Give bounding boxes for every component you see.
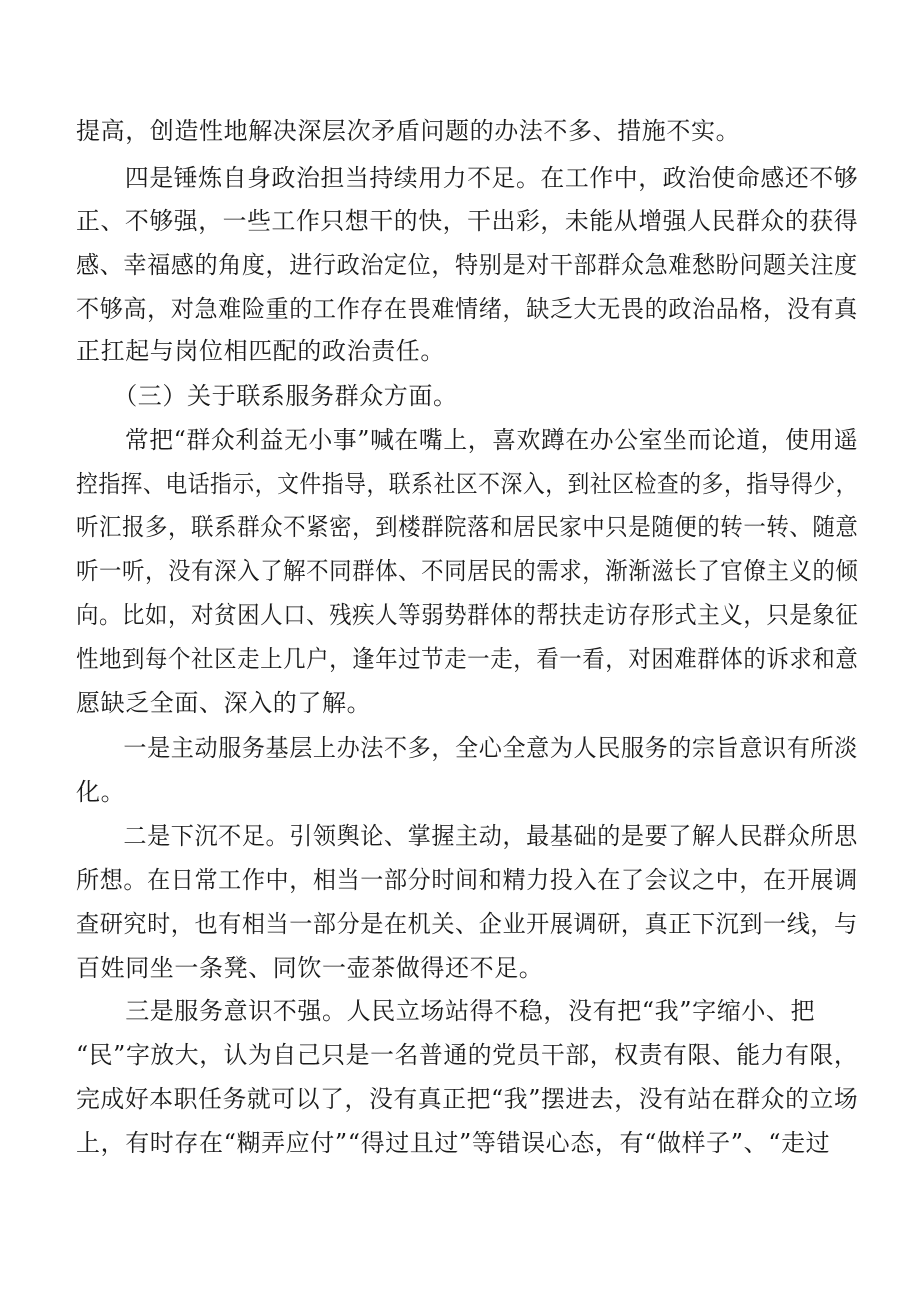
text-line: 完成好本职任务就可以了，没有真正把“我”摆进去，没有站在群众的立场 <box>76 1085 859 1113</box>
text-line: 听一听，没有深入了解不同群体、不同居民的需求，渐渐滋长了官僚主义的倾 <box>76 557 859 585</box>
text-line: 查研究时，也有相当一部分是在机关、企业开展调研，真正下沉到一线，与 <box>76 910 858 938</box>
text-line: 听汇报多，联系群众不紧密，到楼群院落和居民家中只是随便的转一转、随意 <box>76 513 859 541</box>
text-line: 四是锤炼自身政治担当持续用力不足。在工作中，政治使命感还不够 <box>76 164 859 192</box>
text-line: 愿缺乏全面、深入的了解。 <box>76 689 372 717</box>
text-line: 控指挥、电话指示，文件指导，联系社区不深入，到社区检查的多，指导得少， <box>76 470 858 498</box>
section-heading: （三）关于联系服务群众方面。 <box>76 382 458 410</box>
text-line: 常把“群众利益无小事”喊在嘴上，喜欢蹲在办公室坐而论道，使用遥 <box>76 426 859 454</box>
text-line: 性地到每个社区走上几户，逢年过节走一走，看一看，对困难群体的诉求和意 <box>76 645 859 673</box>
text-line: 向。比如，对贫困人口、残疾人等弱势群体的帮扶走访存形式主义，只是象征 <box>76 601 859 629</box>
text-line: 一是主动服务基层上办法不多，全心全意为人民服务的宗旨意识有所淡 <box>76 734 858 762</box>
text-line: 化。 <box>76 778 126 806</box>
text-line: 上，有时存在“糊弄应付”“得过且过”等错误心态，有“做样子”、“走过 <box>76 1129 831 1157</box>
text-line: 所想。在日常工作中，相当一部分时间和精力投入在了会议之中，在开展调 <box>76 866 858 894</box>
text-line: 三是服务意识不强。人民立场站得不稳，没有把“我”字缩小、把 <box>76 997 816 1025</box>
text-line: 二是下沉不足。引领舆论、掌握主动，最基础的是要了解人民群众所思 <box>76 822 858 850</box>
text-line: 感、幸福感的角度，进行政治定位，特别是对干部群众急难愁盼问题关注度 <box>76 251 858 279</box>
text-line: 正、不够强，一些工作只想干的快，干出彩，未能从增强人民群众的获得 <box>76 207 859 235</box>
text-line: 百姓同坐一条凳、同饮一壶茶做得还不足。 <box>76 954 544 982</box>
text-line: 提高，创造性地解决深层次矛盾问题的办法不多、措施不实。 <box>76 117 741 145</box>
text-line: 不够高，对急难险重的工作存在畏难情绪，缺乏大无畏的政治品格，没有真 <box>76 295 858 323</box>
text-line: “民”字放大，认为自己只是一名普通的党员干部，权责有限、能力有限， <box>76 1041 859 1069</box>
text-line: 正扛起与岗位相匹配的政治责任。 <box>76 337 445 365</box>
